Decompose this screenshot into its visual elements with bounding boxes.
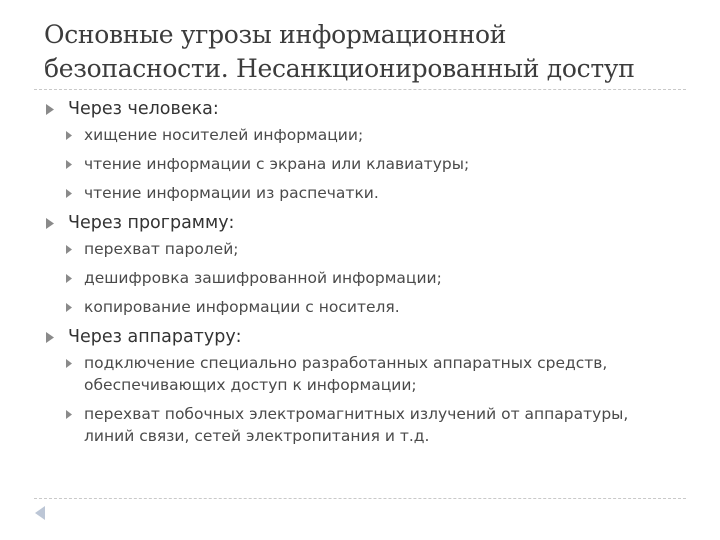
- list-item-text: чтение информации из распечатки.: [84, 184, 379, 202]
- list-item-text: дешифровка зашифрованной информации;: [84, 269, 442, 287]
- list-item: [46, 403, 686, 447]
- title-divider: [34, 89, 686, 90]
- section-label: Через программу:: [68, 213, 235, 233]
- small-triangle-bullet-icon: [66, 303, 72, 312]
- list-item-text-line: обеспечивающих доступ к информации;: [84, 376, 417, 394]
- triangle-bullet-icon: [46, 332, 54, 343]
- list-item-text: копирование информации с носителя.: [84, 298, 400, 316]
- list-item-text-line: перехват побочных электромагнитных излучений от аппаратуры,: [84, 405, 629, 423]
- triangle-bullet-icon: [46, 218, 54, 229]
- triangle-bullet-icon: [46, 104, 54, 115]
- list-item: [46, 352, 686, 396]
- small-triangle-bullet-icon: [66, 359, 72, 368]
- list-item: [46, 182, 686, 204]
- triangle-left-icon[interactable]: [33, 505, 47, 521]
- list-item-text: перехват паролей;: [84, 240, 239, 258]
- sub-list-hardware: [46, 352, 686, 447]
- list-item: [46, 124, 686, 146]
- small-triangle-bullet-icon: [66, 131, 72, 140]
- list-item-text: чтение информации с экрана или клавиатуры;: [84, 155, 470, 173]
- slide-title-line-1: Основные угрозы информационной: [44, 20, 507, 49]
- list-item-text-line: линий связи, сетей электропитания и т.д.: [84, 427, 430, 445]
- list-item-text-line: подключение специально разработанных аппаратных средств,: [84, 354, 608, 372]
- small-triangle-bullet-icon: [66, 160, 72, 169]
- small-triangle-bullet-icon: [66, 410, 72, 419]
- section-hardware: [46, 325, 686, 349]
- section-program: [46, 211, 686, 235]
- small-triangle-bullet-icon: [66, 274, 72, 283]
- footer-divider: [34, 498, 686, 499]
- section-human: [46, 97, 686, 121]
- list-item-text: хищение носителей информации;: [84, 126, 364, 144]
- slide-title: [44, 18, 694, 86]
- section-label: Через аппаратуру:: [68, 327, 242, 347]
- small-triangle-bullet-icon: [66, 245, 72, 254]
- list-item: [46, 153, 686, 175]
- slide-title-line-2: безопасности. Несанкционированный доступ: [44, 54, 635, 83]
- small-triangle-bullet-icon: [66, 189, 72, 198]
- list-item: [46, 238, 686, 260]
- sub-list-program: [46, 238, 686, 318]
- section-label: Через человека:: [68, 99, 219, 119]
- sub-list-human: [46, 124, 686, 204]
- list-item: [46, 296, 686, 318]
- list-item: [46, 267, 686, 289]
- bullet-content: [46, 97, 686, 454]
